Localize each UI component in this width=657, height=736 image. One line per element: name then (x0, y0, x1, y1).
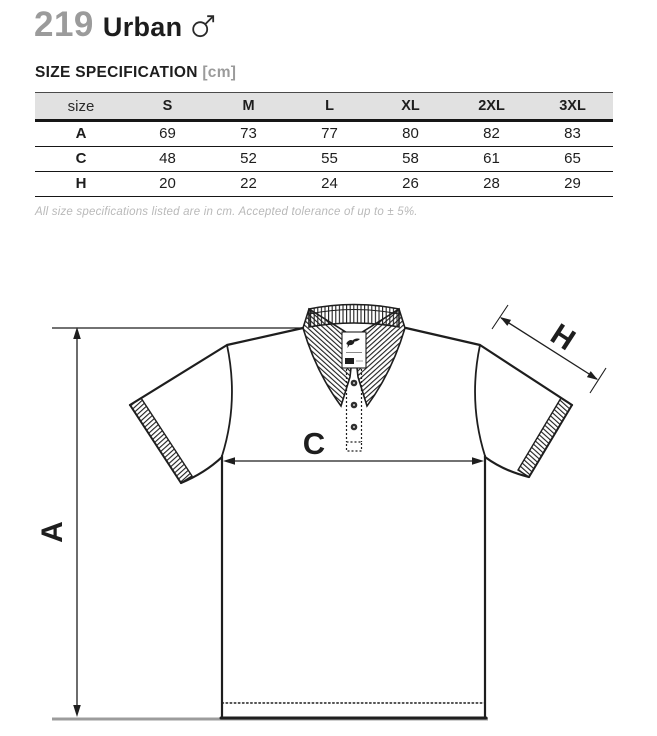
size-table (35, 92, 613, 197)
cell-value: 82 (483, 125, 500, 142)
column-header-m: M (242, 98, 255, 114)
cell-value: 77 (321, 125, 338, 142)
column-header-size: size (67, 97, 95, 115)
cell-value: 22 (240, 175, 257, 192)
dimension-a (52, 328, 303, 713)
row-label: C (75, 150, 87, 167)
product-header (0, 0, 657, 45)
cell-value: 69 (159, 125, 176, 142)
cell-value: 73 (240, 125, 257, 142)
garment-diagram (0, 280, 657, 731)
column-header-xl: XL (401, 98, 420, 114)
column-header-l: L (325, 98, 334, 114)
unit-label: [cm] (202, 63, 237, 81)
spec-note: All size specifications listed are in cm. Accepted tolerance of up to ± 5%. (35, 205, 418, 218)
section-title (35, 64, 657, 82)
size-table-header-row (35, 92, 613, 120)
cell-value: 28 (483, 175, 500, 192)
cell-value: 48 (159, 150, 176, 167)
dimension-c-label: C (302, 426, 326, 461)
cell-value: 58 (402, 150, 419, 167)
table-row-c (35, 146, 613, 171)
table-row-h (35, 171, 613, 196)
cell-value: 24 (321, 175, 338, 192)
left-cuff-rib (130, 398, 192, 483)
column-header-2xl: 2XL (478, 98, 505, 114)
product-name: Urban (102, 12, 183, 42)
section-title-text: SIZE SPECIFICATION (35, 63, 198, 81)
dimension-h (492, 305, 606, 393)
cell-value: 29 (564, 175, 581, 192)
cell-value: 61 (483, 150, 500, 167)
polo-shirt-outline (130, 328, 572, 718)
table-row-a (35, 120, 613, 146)
product-code: 219 (34, 5, 94, 44)
arrowhead-a-top (73, 327, 81, 339)
dimension-h-label: H (544, 317, 581, 358)
cell-value: 26 (402, 175, 419, 192)
dimension-c (223, 426, 484, 465)
buttons (351, 380, 358, 431)
cell-value: 52 (240, 150, 257, 167)
column-header-s: S (162, 98, 173, 114)
cell-value: 55 (321, 150, 338, 167)
brand-label (342, 332, 366, 368)
column-header-3xl: 3XL (559, 98, 586, 114)
cell-value: 80 (402, 125, 419, 142)
male-symbol-icon (191, 12, 216, 44)
arrowhead-a-bottom (73, 705, 81, 717)
cell-value: 83 (564, 125, 581, 142)
row-label: H (75, 175, 87, 192)
dimension-a-label: A (36, 521, 69, 543)
cell-value: 20 (159, 175, 176, 192)
row-label: A (75, 125, 87, 142)
right-cuff-rib (518, 398, 572, 477)
cell-value: 65 (564, 150, 581, 167)
